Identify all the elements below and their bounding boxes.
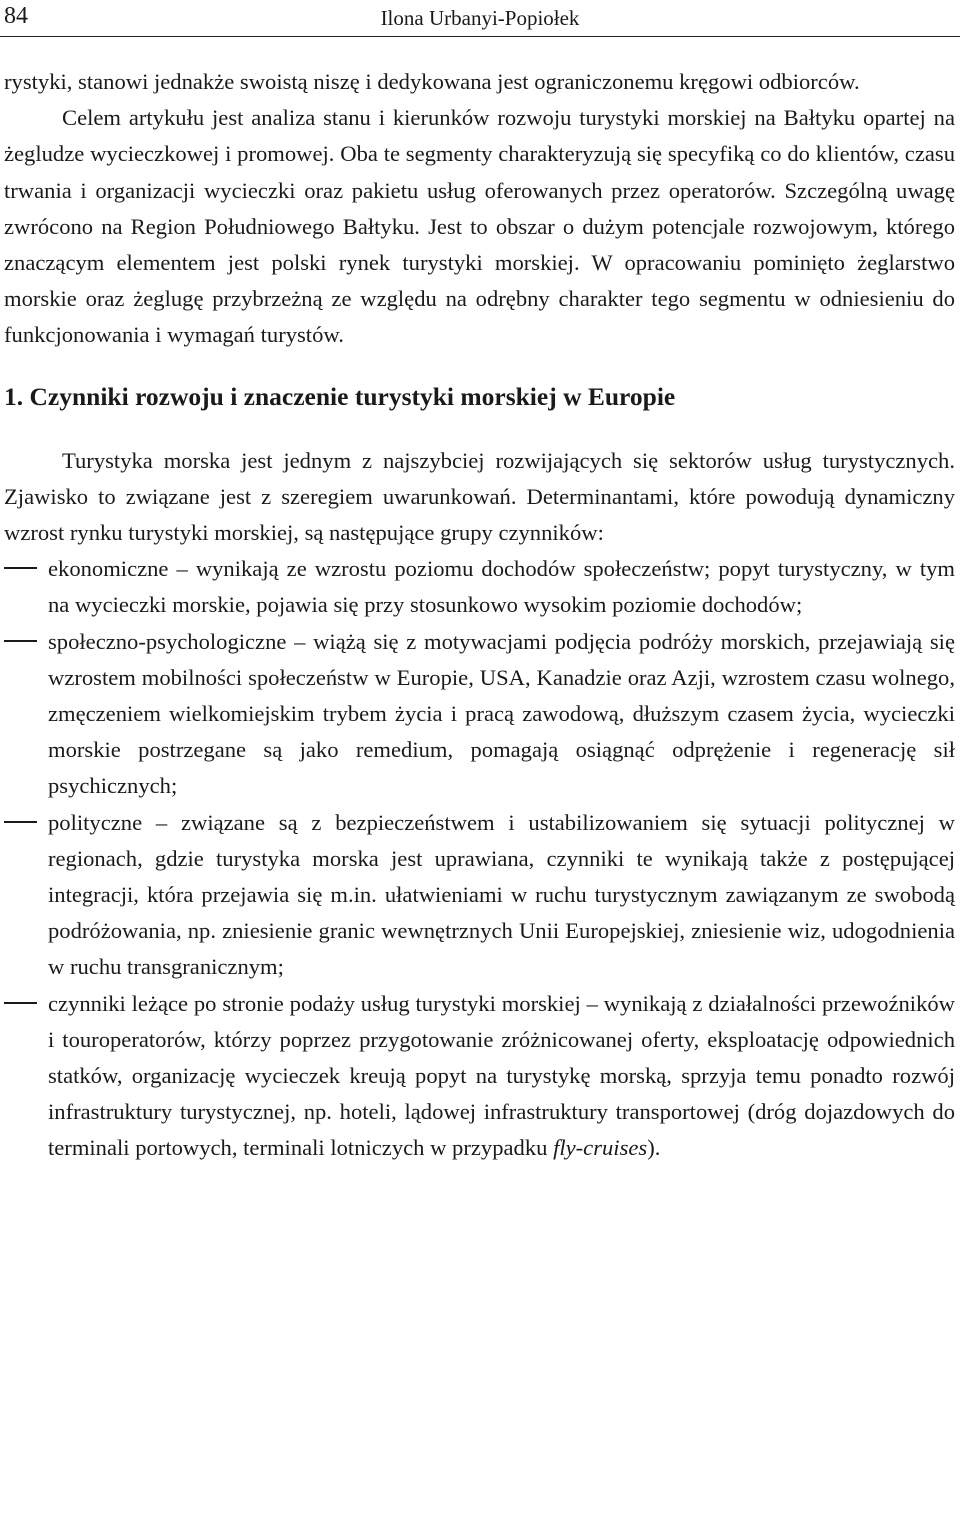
factor-item-supply-side — [4, 986, 955, 1167]
dash-bullet-icon — [4, 1002, 37, 1004]
factor-item-economic — [4, 551, 955, 623]
continuation-paragraph: rystyki, stanowi jednakże swoistą niszę i dedykowana jest ograniczonemu kręgowi odbiorców. — [4, 69, 860, 94]
section-heading: 1. Czynniki rozwoju i znaczenie turystyki morskiej w Europie — [4, 381, 676, 411]
section-lead-paragraph: Turystyka morska jest jednym z najszybciej rozwijających się sektorów usług turystycznych. Zjawisko to związane jest z szeregiem uwarunkowań. Determinantami, które powodują dynamiczny wzrost rynku turystyki morskiej, są następujące grupy czynników: — [4, 447, 955, 546]
factor-item-political — [4, 805, 955, 986]
factor-text: czynniki leżące po stronie podaży usług turystyki morskiej – wynikają z działalności przewoźników i touroperatorów, którzy poprzez przygotowanie zróżnicowanej oferty, eksploatację odpowiednich statków, organizację wycieczek kreują popyt na turystykę morską, sprzyja temu ponadto rozwój infrastruktury turystycznej, np. hoteli, lądowej infrastruktury transportowej (dróg dojazdowych do terminali portowych, terminali lotniczych w przypadku — [48, 990, 955, 1161]
fly-cruises-term: fly-cruises — [553, 1135, 648, 1161]
factors-list — [4, 551, 955, 1166]
factor-text-tail: ). — [647, 1135, 661, 1161]
page-number: 84 — [4, 3, 28, 29]
factor-item-socio-psychological — [4, 624, 955, 805]
page-body — [4, 64, 955, 1167]
dash-bullet-icon — [4, 640, 37, 642]
aim-paragraph: Celem artykułu jest analiza stanu i kierunków rozwoju turystyki morskiej na Bałtyku opartej na żegludze wycieczkowej i promowej. Oba te segmenty charakteryzują się specyfiką co do klientów, czasu trwania i organizacji wycieczki oraz pakietu usług oferowanych przez operatorów. Szczególną uwagę zwrócono na Region Południowego Bałtyku. Jest to obszar o dużym potencjale rozwojowym, którego znaczącym elementem jest polski rynek turystyki morskiej. W opracowaniu pominięto żeglarstwo morskie oraz żeglugę przybrzeżną ze względu na odrębny charakter tego segmentu w odniesieniu do funkcjonowania i wymagań turystów. — [4, 105, 955, 348]
factor-text: społeczno-psychologiczne – wiążą się z motywacjami podjęcia podróży morskich, przejawiają się wzrostem mobilności społeczeństw w Europie, USA, Kanadzie oraz Azji, wzrostem czasu wolnego, zmęczeniem wielkomiejskim trybem życia i pracą zawodową, dłuższym czasem życia, wycieczki morskie postrzegane są jako remedium, pomagają osiągnąć odprężenie i regenerację sił psychicznych; — [48, 628, 955, 799]
factor-text: ekonomiczne – wynikają ze wzrostu poziomu dochodów społeczeństw; popyt turystyczny, w tym na wycieczki morskie, pojawia się przy stosunkowo wysokim poziomie dochodów; — [48, 556, 955, 618]
running-head-author: Ilona Urbanyi-Popiołek — [380, 6, 580, 30]
factor-text: polityczne – związane są z bezpieczeństwem i ustabilizowaniem się sytuacji politycznej w regionach, gdzie turystyka morska jest uprawiana, czynniki te wynikają także z postępującej integracji, która przejawia się m.in. ułatwieniami w ruchu turystycznym zawiązanym ze swobodą podróżowania, np. zniesienie granic wewnętrznych Unii Europejskiej, zniesienie wiz, udogodnienia w ruchu transgranicznym; — [48, 809, 955, 980]
dash-bullet-icon — [4, 567, 37, 569]
dash-bullet-icon — [4, 821, 37, 823]
page-header — [0, 0, 960, 37]
